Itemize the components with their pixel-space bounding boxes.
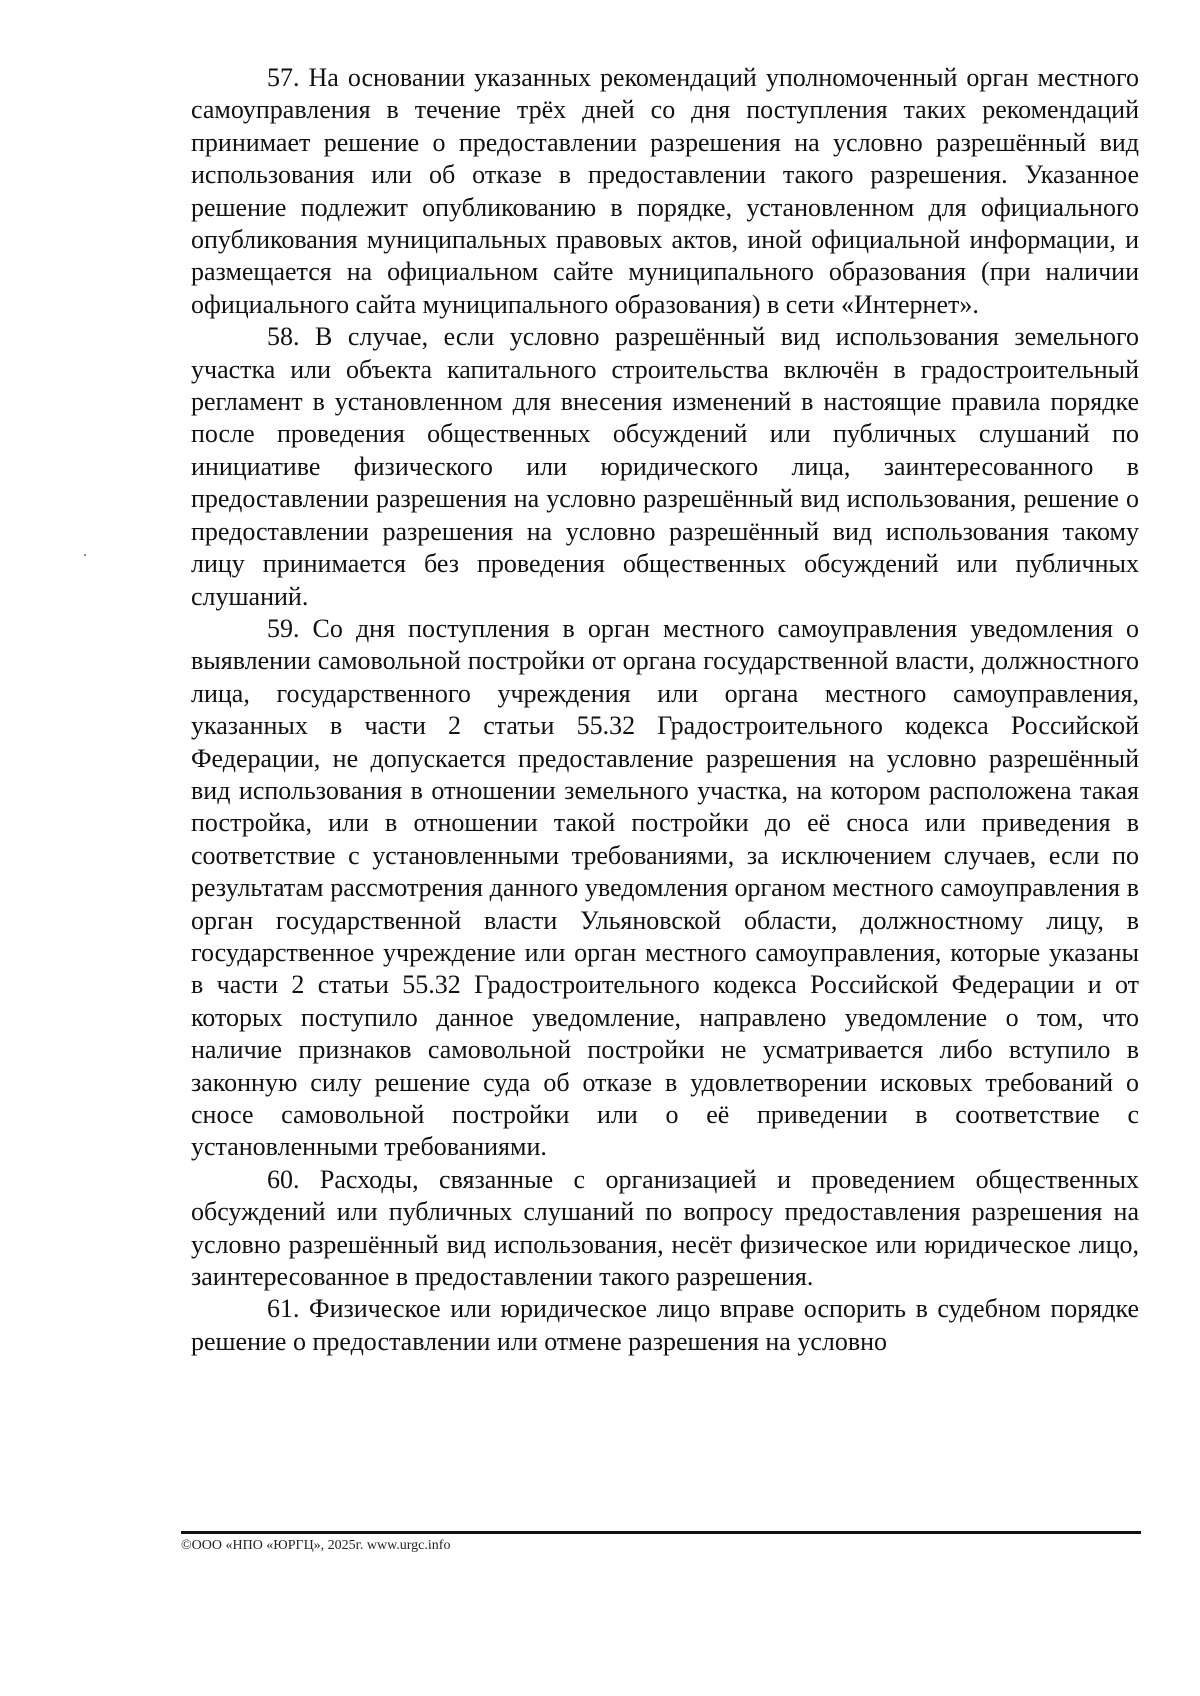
paragraph-60: 60. Расходы, связанные с организацией и проведением общественных обсуждений или публичных слушаний по вопросу предоставления разрешения на условно разрешённый вид использования, несёт физическое или юридическое лицо, заинтересованное в предоставлении такого разрешения. — [191, 1164, 1139, 1292]
footer-divider — [181, 1531, 1141, 1534]
document-body — [191, 62, 1139, 1358]
paragraph-58: 58. В случае, если условно разрешённый вид использования земельного участка или объекта капитального строительства включён в градостроительный регламент в установленном для внесения изменений в настоящие правила порядке после проведения общественных обсуждений или публичных слушаний по инициативе физического или юридического лица, заинтересованного в предоставлении разрешения на условно разрешённый вид использования, решение о предоставлении разрешения на условно разрешённый вид использования такому лицу принимается без проведения общественных обсуждений или публичных слушаний. — [191, 322, 1139, 611]
paragraph-61: 61. Физическое или юридическое лицо вправе оспорить в судебном порядке решение о предоставлении или отмене разрешения на условно — [191, 1294, 1139, 1356]
footer-copyright: ©ООО «НПО «ЮРГЦ», 2025г. www.urgc.info — [181, 1538, 451, 1553]
paragraph-57: 57. На основании указанных рекомендаций уполномоченный орган местного самоуправления в течение трёх дней со дня поступления таких рекомендаций принимает решение о предоставлении разрешения на условно разрешённый вид использования или об отказе в предоставлении такого разрешения. Указанное решение подлежит опубликованию в порядке, установленном для официального опубликования муниципальных правовых актов, иной официальной информации, и размещается на официальном сайте муниципального образования (при наличии официального сайта муниципального образования) в сети «Интернет». — [191, 63, 1139, 319]
paragraph-59: 59. Со дня поступления в орган местного самоуправления уведомления о выявлении самовольной постройки от органа государственной власти, должностного лица, государственного учреждения или органа местного самоуправления, указанных в части 2 статьи 55.32 Градостроительного кодекса Российской Федерации, не допускается предоставление разрешения на условно разрешённый вид использования в отношении земельного участка, на котором расположена такая постройка, или в отношении такой постройки до её сноса или приведения в соответствие с установленными требованиями, за исключением случаев, если по результатам рассмотрения данного уведомления органом местного самоуправления в орган государственной власти Ульяновской области, должностному лицу, в государственное учреждение или орган местного самоуправления, которые указаны в части 2 статьи 55.32 Градостроительного кодекса Российской Федерации и от которых поступило данное уведомление, направлено уведомление о том, что наличие признаков самовольной постройки не усматривается либо вступило в законную силу решение суда об отказе в удовлетворении исковых требований о сносе самовольной постройки или о её приведении в соответствие с установленными требованиями. — [191, 613, 1139, 1162]
scan-speck — [84, 554, 86, 556]
